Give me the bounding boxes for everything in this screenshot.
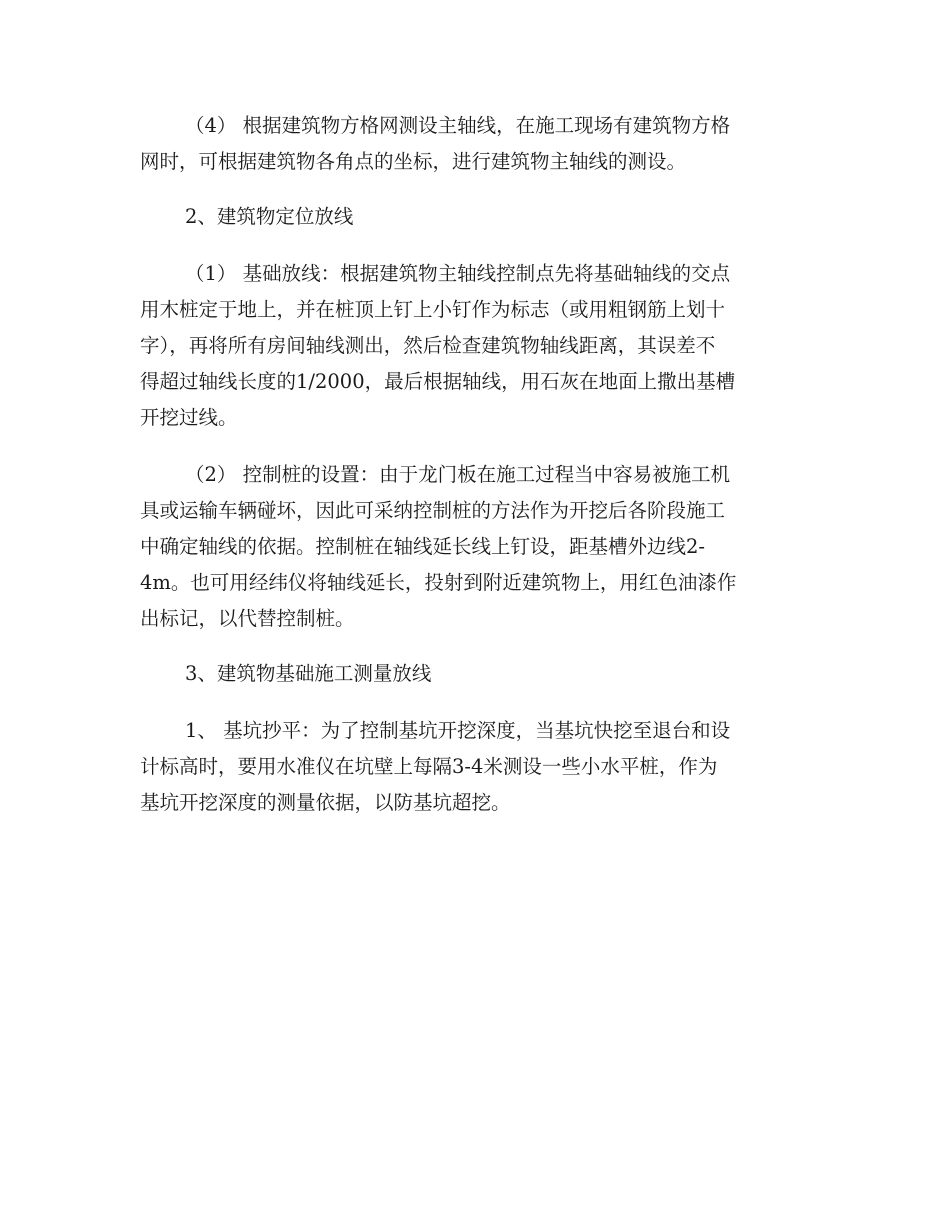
section-heading-2: 2、建筑物定位放线 [185, 205, 354, 228]
document-page [140, 108, 800, 821]
paragraph-line: （4） 根据建筑物方格网测设主轴线，在施工现场有建筑物方格 [185, 114, 731, 137]
section-heading-3: 3、建筑物基础施工测量放线 [185, 662, 432, 685]
paragraph-line: 得超过轴线长度的1/2000，最后根据轴线，用石灰在地面上撒出基槽 [140, 370, 736, 393]
paragraph-line: 出标记，以代替控制桩。 [140, 607, 355, 630]
paragraph-line: 基坑开挖深度的测量依据，以防基坑超挖。 [140, 791, 511, 814]
paragraph-line: 用木桩定于地上，并在桩顶上钉上小钉作为标志（或用粗钢筋上划十 [140, 298, 726, 321]
paragraph-1 [140, 256, 800, 436]
paragraph-2 [140, 457, 800, 637]
paragraph-line: 中确定轴线的依据。控制桩在轴线延长线上钉设，距基槽外边线2- [140, 535, 705, 558]
paragraph-line: （2） 控制桩的设置：由于龙门板在施工过程当中容易被施工机 [185, 463, 731, 486]
paragraph-line: 开挖过线。 [140, 406, 238, 429]
paragraph-line: 1、 基坑抄平：为了控制基坑开挖深度，当基坑快挖至退台和设 [185, 719, 731, 742]
paragraph-line: 计标高时，要用水准仪在坑壁上每隔3-4米测设一些小水平桩，作为 [140, 755, 718, 778]
paragraph-pit-leveling [140, 713, 800, 821]
paragraph-line: 具或运输车辆碰坏，因此可采纳控制桩的方法作为开挖后各阶段施工 [140, 499, 726, 522]
paragraph-line: 字），再将所有房间轴线测出，然后检查建筑物轴线距离，其误差不 [140, 334, 716, 357]
paragraph-4 [140, 108, 800, 180]
paragraph-line: 网时，可根据建筑物各角点的坐标，进行建筑物主轴线的测设。 [140, 150, 687, 173]
paragraph-line: （1） 基础放线：根据建筑物主轴线控制点先将基础轴线的交点 [185, 262, 731, 285]
paragraph-line: 4m。也可用经纬仪将轴线延长，投射到附近建筑物上，用红色油漆作 [140, 571, 737, 594]
